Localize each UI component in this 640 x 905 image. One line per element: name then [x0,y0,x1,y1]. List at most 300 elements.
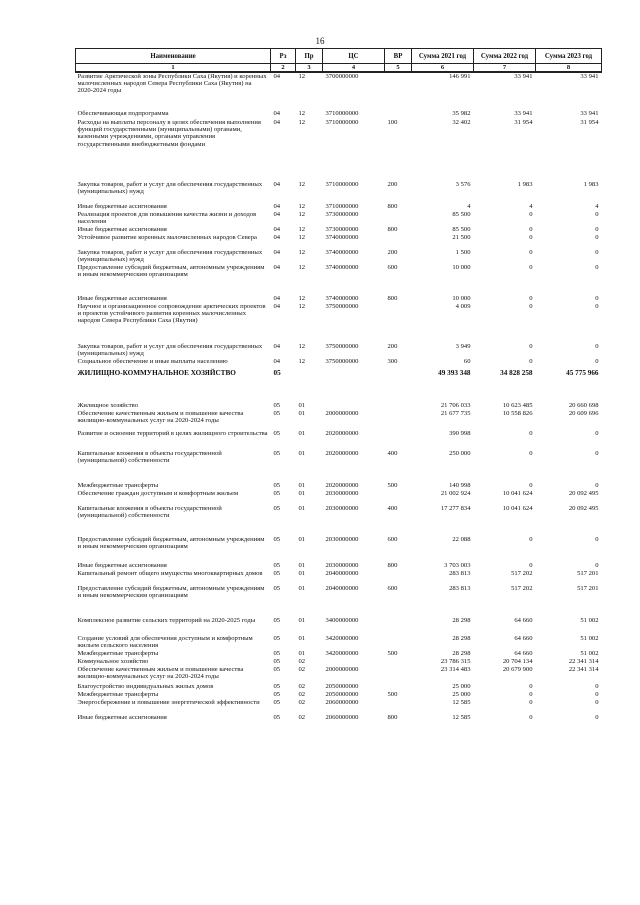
row-sum-2021: 21 500 [452,234,471,241]
row-vr [385,430,412,450]
row-sum-2021: 23 786 315 [440,658,471,665]
row-name: Межбюджетные трансферты [77,691,159,698]
row-sum-2021: 85 500 [452,226,471,233]
row-pr: 12 [298,211,306,218]
row-pr [296,370,323,402]
budget-table [75,48,602,724]
row-cs: 3710000000 [325,110,359,117]
row-rz: 04 [273,303,281,310]
row-sum-2023: 0 [595,482,599,489]
row-name: Капитальный ремонт общего имущества многоквартирных домов [77,570,263,577]
col-number: 6 [412,64,474,73]
table-row [76,226,602,234]
row-vr: 200 [387,249,398,256]
row-sum-2021: 4 [467,203,471,210]
row-pr: 12 [298,234,306,241]
row-rz: 04 [273,110,281,117]
header-pr: Пр [296,49,323,64]
row-sum-2023: 517 201 [577,570,599,577]
row-name: Научное и организационное сопровождение арктических проектов и проектов устойчивого развития коренных малочисленных народов Севера Республики Саха (Якутия) [77,303,266,325]
table-row [76,536,602,562]
row-vr [385,303,412,343]
row-sum-2021: 10 000 [452,295,471,302]
row-name: Обеспечение качественным жильем и повышение качества жилищно-коммунальных услуг на 2020-2024 годы [77,410,244,425]
row-cs: 3710000000 [325,119,359,126]
row-vr: 400 [387,505,398,512]
row-cs: 2000000000 [325,410,359,417]
row-sum-2022: 10 623 485 [502,402,533,409]
row-sum-2022: 0 [529,343,533,350]
row-vr: 600 [387,536,398,543]
row-rz: 04 [273,119,281,126]
table-row [76,110,602,119]
row-rz: 05 [273,666,281,673]
table-row [76,714,602,724]
row-cs: 3740000000 [325,295,359,302]
row-pr: 12 [298,358,306,365]
row-rz: 05 [273,635,281,642]
row-sum-2023: 0 [595,226,599,233]
row-rz: 04 [273,181,281,188]
row-vr: 500 [387,691,398,698]
row-rz: 05 [273,536,281,543]
row-sum-2022: 0 [529,295,533,302]
row-rz: 04 [273,234,281,241]
row-sum-2022: 10 041 624 [502,505,533,512]
table-row [76,482,602,490]
row-cs: 3750000000 [325,343,359,350]
row-sum-2022: 0 [529,358,533,365]
table-row [76,402,602,410]
row-sum-2021: 3 576 [455,181,471,188]
row-cs: 3710000000 [325,181,359,188]
row-rz: 05 [273,402,281,409]
row-cs [323,402,385,410]
row-sum-2023: 0 [595,699,599,706]
table-row [76,635,602,650]
row-name: Предоставление субсидий бюджетным, автономным учреждениям и иным некоммерческим организациям [77,536,265,551]
row-sum-2023: 0 [595,303,599,310]
row-sum-2022: 517 202 [511,585,533,592]
row-sum-2021: 283 813 [449,570,471,577]
row-cs: 2030000000 [325,490,359,497]
header-name: Наименование [76,49,271,64]
row-sum-2023: 20 660 698 [568,402,599,409]
table-row [76,203,602,211]
row-name: Жилищное хозяйство [77,402,138,409]
row-cs: 3420000000 [325,650,359,657]
row-pr: 01 [298,505,306,512]
row-rz: 05 [273,617,281,624]
row-pr: 01 [298,570,306,577]
row-sum-2023: 51 002 [580,650,599,657]
row-name: Закупка товаров, работ и услуг для обеспечения государственных (муниципальных) нужд [77,249,263,264]
row-vr: 200 [387,343,398,350]
row-rz: 05 [273,410,281,417]
row-name: Капитальные вложения в объекты государственной (муниципальной) собственности [77,505,222,520]
row-vr: 500 [387,482,398,489]
header-sum-2021: Сумма 2021 год [412,49,474,64]
row-name: Межбюджетные трансферты [77,482,159,489]
row-sum-2021: 25 000 [452,683,471,690]
table-row [76,699,602,714]
row-rz: 04 [273,264,281,271]
row-name: Капитальные вложения в объекты государственной (муниципальной) собственности [77,450,222,465]
row-sum-2021: 60 [463,358,471,365]
row-cs: 2040000000 [325,585,359,592]
row-cs: 3750000000 [325,358,359,365]
row-cs: 3710000000 [325,203,359,210]
row-vr [385,234,412,249]
header-sum-2022: Сумма 2022 год [474,49,536,64]
table-row [76,119,602,181]
table-row [76,249,602,264]
row-pr: 01 [298,650,306,657]
row-rz: 05 [273,430,281,437]
row-sum-2023: 0 [595,343,599,350]
row-rz: 05 [273,691,281,698]
row-sum-2023: 0 [595,450,599,457]
row-cs: 3740000000 [325,264,359,271]
row-vr: 100 [387,119,398,126]
header-sum-2023: Сумма 2023 год [536,49,602,64]
row-pr: 01 [298,635,306,642]
row-rz: 05 [273,714,281,721]
row-pr: 12 [298,226,306,233]
row-sum-2023: 517 201 [577,585,599,592]
row-name: Иные бюджетные ассигнования [77,203,167,210]
table-row [76,570,602,585]
row-sum-2023: 33 941 [580,110,599,117]
row-rz: 04 [273,203,281,210]
row-sum-2023: 0 [595,683,599,690]
row-vr [385,410,412,430]
budget-table-container [75,48,601,724]
table-row [76,295,602,303]
row-cs: 2050000000 [325,691,359,698]
row-pr: 12 [298,343,306,350]
row-sum-2021: 140 998 [449,482,471,489]
row-name: Межбюджетные трансферты [77,650,159,657]
row-name: ЖИЛИЩНО-КОММУНАЛЬНОЕ ХОЗЯЙСТВО [77,369,236,377]
row-sum-2023: 0 [595,211,599,218]
table-row [76,303,602,343]
header-cs: ЦС [323,49,385,64]
row-sum-2022: 517 202 [511,570,533,577]
table-row [76,585,602,617]
row-pr: 12 [298,264,306,271]
row-rz: 04 [273,343,281,350]
row-sum-2021: 3 703 003 [444,562,471,569]
row-name: Закупка товаров, работ и услуг для обеспечения государственных (муниципальных) нужд [77,181,263,196]
row-pr: 02 [298,666,306,673]
row-vr [385,570,412,585]
row-sum-2021: 32 402 [452,119,471,126]
row-pr: 01 [298,402,306,409]
row-rz: 04 [273,249,281,256]
row-vr: 500 [387,650,398,657]
row-sum-2023: 0 [595,536,599,543]
row-name: Устойчивое развитие коренных малочисленных народов Севера [77,234,257,241]
row-cs: 2020000000 [325,450,359,457]
row-sum-2021: 23 314 483 [440,666,471,673]
row-sum-2021: 49 393 348 [438,369,471,377]
row-pr: 01 [298,617,306,624]
row-cs: 3400000000 [325,617,359,624]
row-rz: 05 [273,585,281,592]
row-sum-2023: 0 [595,430,599,437]
table-row [76,617,602,635]
table-row [76,683,602,691]
row-sum-2021: 85 500 [452,211,471,218]
table-row [76,505,602,536]
row-cs: 2060000000 [325,699,359,706]
row-rz: 04 [273,295,281,302]
row-pr: 01 [298,536,306,543]
row-sum-2022: 1 983 [517,181,533,188]
row-vr: 200 [387,181,398,188]
header-vr: ВР [385,49,412,64]
page-number: 16 [315,36,325,46]
row-name: Энергосбережение и повышение энергетической эффективности [77,699,260,706]
table-row [76,211,602,226]
row-sum-2023: 51 002 [580,635,599,642]
row-name: Развитие Арктической зоны Республики Саха (Якутия) и коренных малочисленных народов Севера Республики Саха (Якутия) на 2020-2024 годы [77,73,267,95]
row-sum-2022: 10 558 826 [502,410,533,417]
row-sum-2022: 0 [529,249,533,256]
table-row [76,370,602,402]
row-pr: 12 [298,295,306,302]
row-cs: 2000000000 [325,666,359,673]
table-row [76,490,602,505]
row-sum-2023: 0 [595,295,599,302]
row-name: Предоставление субсидий бюджетным, автономным учреждениям и иным некоммерческим организациям [77,585,265,600]
row-name: Расходы на выплаты персоналу в целях обеспечения выполнения функций государственными (муниципальными) органами, казенными учреждениями, органами управления государственными внебюджетными фондами [77,119,261,148]
table-row [76,691,602,699]
row-pr: 01 [298,430,306,437]
row-vr: 800 [387,562,398,569]
row-pr: 02 [298,699,306,706]
row-vr: 800 [387,226,398,233]
row-sum-2021: 35 982 [452,110,471,117]
row-sum-2021: 12 585 [452,699,471,706]
col-number: 7 [474,64,536,73]
col-number: 3 [296,64,323,73]
row-sum-2021: 390 998 [449,430,471,437]
row-cs: 3740000000 [325,234,359,241]
row-vr [385,402,412,410]
row-vr: 800 [387,295,398,302]
row-cs: 3420000000 [325,635,359,642]
row-vr [385,110,412,119]
row-name: Благоустройство индивидуальных жилых домов [77,683,214,690]
row-rz: 05 [273,650,281,657]
row-name: Предоставление субсидий бюджетным, автономным учреждениям и иным некоммерческим организациям [77,264,265,279]
row-name: Иные бюджетные ассигнования [77,714,167,721]
row-sum-2023: 45 775 966 [566,369,599,377]
row-sum-2022: 20 704 134 [502,658,533,665]
row-sum-2021: 21 002 924 [440,490,471,497]
row-sum-2022: 33 941 [514,110,533,117]
row-name: Реализация проектов для повышения качества жизни и доходов населения [77,211,257,226]
row-pr: 12 [298,203,306,210]
col-number: 2 [271,64,296,73]
table-row [76,562,602,570]
table-row [76,181,602,203]
row-rz: 05 [273,570,281,577]
row-vr: 800 [387,203,398,210]
row-name: Развитие и освоение территорий в целях жилищного строительства [77,430,268,437]
row-name: Закупка товаров, работ и услуг для обеспечения государственных (муниципальных) нужд [77,343,263,358]
row-name: Социальное обеспечение и иные выплаты населению [77,358,228,365]
row-pr: 01 [298,490,306,497]
row-rz: 04 [273,211,281,218]
row-name: Обеспечивающая подпрограмма [77,110,169,117]
row-rz: 05 [273,450,281,457]
table-row [76,450,602,482]
row-sum-2023: 20 609 696 [568,410,599,417]
row-sum-2023: 20 092 495 [568,505,599,512]
row-pr: 02 [298,691,306,698]
row-vr [385,490,412,505]
row-cs: 2030000000 [325,536,359,543]
row-sum-2022: 64 660 [514,650,533,657]
row-vr: 600 [387,585,398,592]
row-vr [385,635,412,650]
row-cs: 2050000000 [325,683,359,690]
header-rz: Рз [271,49,296,64]
row-sum-2022: 0 [529,430,533,437]
table-header [76,49,602,73]
row-rz: 05 [273,683,281,690]
table-row [76,410,602,430]
row-rz: 05 [273,658,281,665]
row-sum-2023: 1 983 [583,181,599,188]
row-sum-2022: 31 954 [514,119,533,126]
row-sum-2022: 20 679 900 [502,666,533,673]
row-sum-2022: 64 660 [514,617,533,624]
row-sum-2021: 12 585 [452,714,471,721]
row-vr [385,683,412,691]
row-cs: 3700000000 [325,73,359,80]
row-sum-2022: 0 [529,691,533,698]
row-cs: 2020000000 [325,482,359,489]
row-sum-2022: 0 [529,683,533,690]
row-sum-2022: 0 [529,226,533,233]
row-sum-2022: 0 [529,450,533,457]
row-vr: 800 [387,714,398,721]
row-name: Иные бюджетные ассигнования [77,226,167,233]
row-pr: 01 [298,410,306,417]
col-number: 4 [323,64,385,73]
row-name: Обеспечение граждан доступным и комфортным жильем [77,490,239,497]
row-sum-2021: 1 500 [455,249,471,256]
col-number: 8 [536,64,602,73]
row-sum-2022: 34 828 258 [500,369,533,377]
row-sum-2023: 31 954 [580,119,599,126]
col-number: 1 [76,64,271,73]
row-cs: 2060000000 [325,714,359,721]
table-row [76,430,602,450]
row-sum-2021: 28 298 [452,635,471,642]
row-sum-2022: 0 [529,562,533,569]
row-cs [323,658,385,666]
row-vr: 400 [387,450,398,457]
row-pr: 01 [298,585,306,592]
row-name: Коммунальное хозяйство [77,658,149,665]
row-pr: 01 [298,482,306,489]
row-sum-2022: 64 660 [514,635,533,642]
row-sum-2022: 10 041 624 [502,490,533,497]
row-vr: 300 [387,358,398,365]
row-sum-2021: 3 949 [455,343,471,350]
row-cs: 2030000000 [325,562,359,569]
col-number: 5 [385,64,412,73]
row-name: Обеспечение качественным жильем и повышение качества жилищно-коммунальных услуг на 2020-2024 годы [77,666,244,681]
row-name: Комплексное развитие сельских территорий на 2020-2025 годы [77,617,256,624]
row-name: Иные бюджетные ассигнования [77,295,167,302]
row-cs: 3730000000 [325,211,359,218]
row-cs: 2030000000 [325,505,359,512]
row-sum-2021: 21 706 033 [440,402,471,409]
row-vr: 600 [387,264,398,271]
row-sum-2021: 146 991 [449,73,471,80]
row-sum-2021: 17 277 834 [440,505,471,512]
row-sum-2021: 22 088 [452,536,471,543]
row-cs: 2040000000 [325,570,359,577]
row-rz: 05 [273,482,281,489]
row-rz: 05 [273,562,281,569]
row-sum-2023: 33 941 [580,73,599,80]
row-sum-2021: 10 000 [452,264,471,271]
row-pr: 02 [298,658,306,665]
table-row [76,666,602,683]
row-sum-2021: 21 677 735 [440,410,471,417]
row-sum-2023: 20 092 495 [568,490,599,497]
row-pr: 12 [298,110,306,117]
table-body [76,72,602,724]
row-sum-2022: 0 [529,536,533,543]
table-row [76,343,602,358]
row-pr: 12 [298,73,306,80]
row-sum-2022: 33 941 [514,73,533,80]
row-sum-2022: 4 [529,203,533,210]
row-rz: 04 [273,73,281,80]
table-row [76,658,602,666]
row-sum-2022: 0 [529,699,533,706]
row-sum-2023: 0 [595,562,599,569]
table-row [76,72,602,110]
row-sum-2023: 22 341 314 [568,658,599,665]
row-cs [323,370,385,402]
row-vr [385,211,412,226]
row-cs: 3740000000 [325,249,359,256]
table-row [76,234,602,249]
row-pr: 02 [298,683,306,690]
row-cs: 3750000000 [325,303,359,310]
row-sum-2023: 0 [595,264,599,271]
row-rz: 05 [273,369,281,377]
row-sum-2023: 22 341 314 [568,666,599,673]
row-sum-2022: 0 [529,234,533,241]
row-pr: 01 [298,562,306,569]
row-sum-2021: 250 000 [449,450,471,457]
row-sum-2022: 0 [529,482,533,489]
row-rz: 04 [273,358,281,365]
row-vr [385,666,412,683]
row-sum-2023: 0 [595,691,599,698]
row-vr [385,699,412,714]
